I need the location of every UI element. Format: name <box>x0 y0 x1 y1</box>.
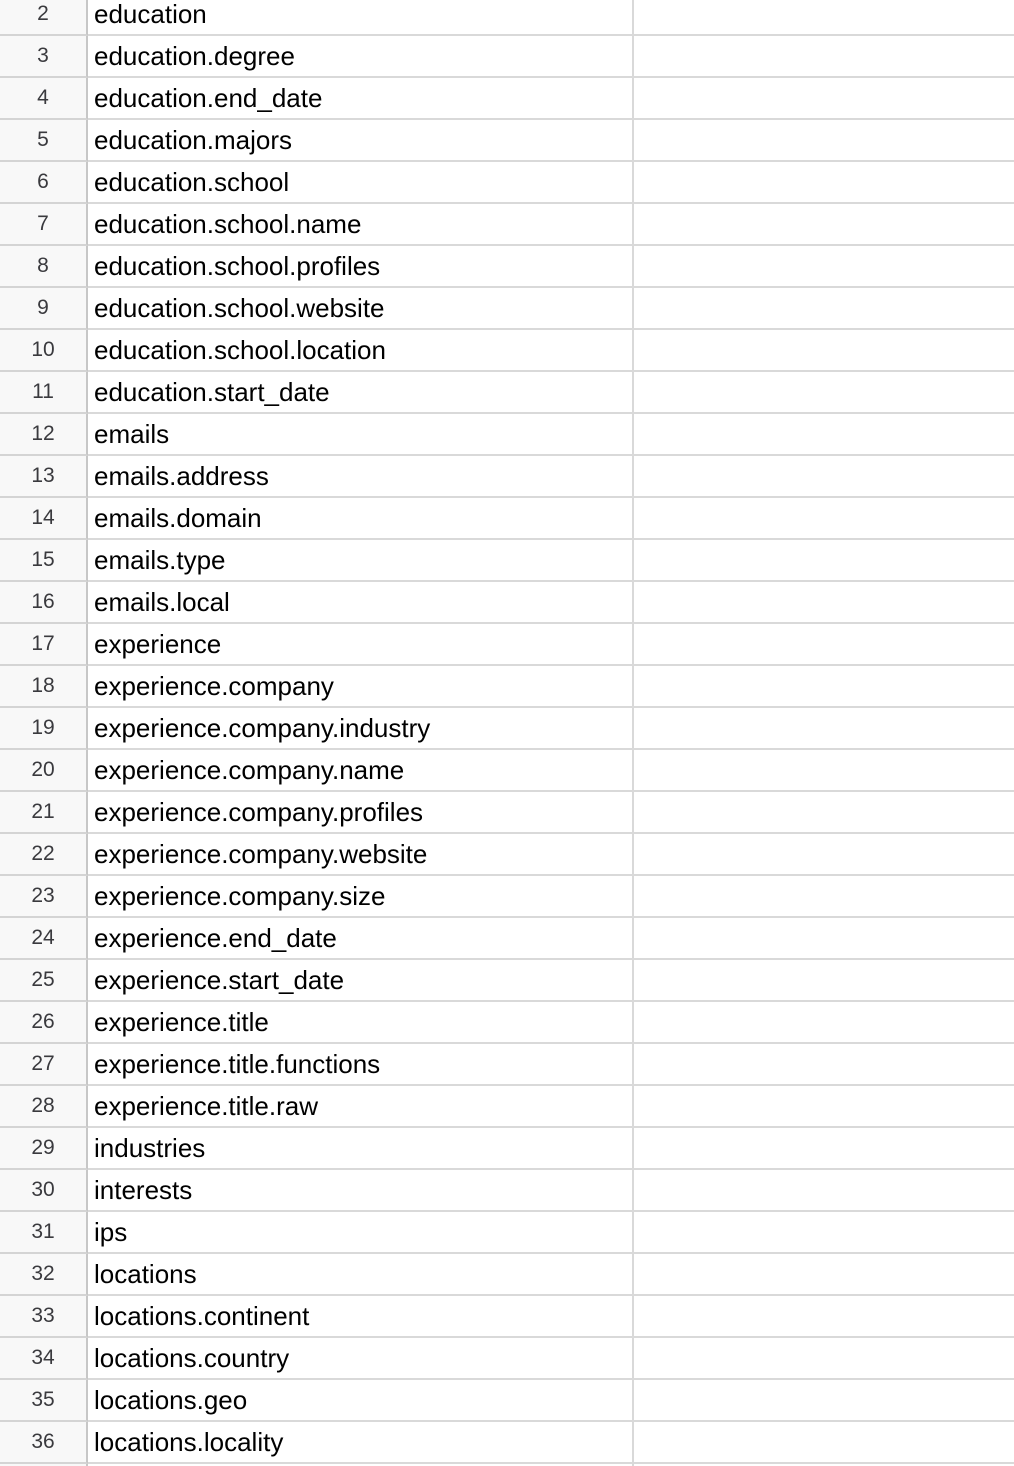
table-row <box>0 0 1014 36</box>
field-name-cell[interactable]: education.start_date <box>88 372 634 414</box>
row-number-cell[interactable]: 25 <box>0 960 88 1002</box>
table-row <box>0 708 1014 750</box>
empty-cell[interactable] <box>634 1002 1014 1044</box>
row-number-cell[interactable]: 15 <box>0 540 88 582</box>
table-row <box>0 918 1014 960</box>
table-row <box>0 666 1014 708</box>
row-number-cell[interactable]: 4 <box>0 78 88 120</box>
row-number-cell[interactable]: 36 <box>0 1422 88 1464</box>
field-name-cell[interactable]: interests <box>88 1170 634 1212</box>
row-number-cell[interactable]: 26 <box>0 1002 88 1044</box>
table-row <box>0 792 1014 834</box>
empty-cell[interactable] <box>634 498 1014 540</box>
field-name-cell[interactable]: education.school.name <box>88 204 634 246</box>
row-number-cell[interactable]: 35 <box>0 1380 88 1422</box>
table-row <box>0 1086 1014 1128</box>
field-name-cell[interactable]: education.majors <box>88 120 634 162</box>
row-number-cell[interactable]: 2 <box>0 0 88 36</box>
field-name-cell[interactable]: ips <box>88 1212 634 1254</box>
field-name-cell[interactable]: locations.geo <box>88 1380 634 1422</box>
row-number-cell[interactable]: 31 <box>0 1212 88 1254</box>
empty-cell[interactable] <box>634 540 1014 582</box>
row-number-cell[interactable]: 12 <box>0 414 88 456</box>
row-number-cell[interactable]: 22 <box>0 834 88 876</box>
row-number-cell[interactable]: 24 <box>0 918 88 960</box>
row-number-cell[interactable]: 18 <box>0 666 88 708</box>
table-row <box>0 1338 1014 1380</box>
field-name-cell[interactable]: experience.company.profiles <box>88 792 634 834</box>
empty-cell[interactable] <box>634 1380 1014 1422</box>
row-number-cell[interactable]: 29 <box>0 1128 88 1170</box>
field-name-cell[interactable]: experience.company.size <box>88 876 634 918</box>
empty-cell[interactable] <box>634 876 1014 918</box>
field-name-cell[interactable]: experience.company <box>88 666 634 708</box>
field-name-cell[interactable]: experience.title.functions <box>88 1044 634 1086</box>
empty-cell[interactable] <box>634 246 1014 288</box>
row-number-cell[interactable]: 19 <box>0 708 88 750</box>
field-name-cell[interactable]: education.end_date <box>88 78 634 120</box>
field-name-cell[interactable]: education.degree <box>88 36 634 78</box>
field-name-cell[interactable]: experience <box>88 624 634 666</box>
empty-cell[interactable] <box>634 792 1014 834</box>
empty-cell[interactable] <box>634 204 1014 246</box>
row-number-cell[interactable]: 16 <box>0 582 88 624</box>
table-row <box>0 330 1014 372</box>
field-name-cell[interactable]: education.school.website <box>88 288 634 330</box>
table-row <box>0 876 1014 918</box>
field-name-cell[interactable]: industries <box>88 1128 634 1170</box>
field-name-cell[interactable]: experience.company.name <box>88 750 634 792</box>
table-row <box>0 834 1014 876</box>
empty-cell[interactable] <box>634 624 1014 666</box>
row-number-cell[interactable]: 6 <box>0 162 88 204</box>
row-number-cell[interactable]: 17 <box>0 624 88 666</box>
field-name-cell[interactable]: education.school.location <box>88 330 634 372</box>
row-number-cell[interactable]: 30 <box>0 1170 88 1212</box>
row-number-cell[interactable]: 7 <box>0 204 88 246</box>
row-number-cell[interactable]: 10 <box>0 330 88 372</box>
table-row <box>0 372 1014 414</box>
table-row <box>0 204 1014 246</box>
field-name-cell[interactable]: experience.title.raw <box>88 1086 634 1128</box>
row-number-cell[interactable]: 20 <box>0 750 88 792</box>
row-number-cell[interactable]: 27 <box>0 1044 88 1086</box>
table-row <box>0 414 1014 456</box>
empty-cell[interactable] <box>634 372 1014 414</box>
table-row <box>0 1002 1014 1044</box>
empty-cell[interactable] <box>634 456 1014 498</box>
field-name-cell[interactable]: emails <box>88 414 634 456</box>
empty-cell[interactable] <box>634 36 1014 78</box>
field-name-cell[interactable]: experience.company.industry <box>88 708 634 750</box>
row-number-cell[interactable]: 28 <box>0 1086 88 1128</box>
table-row <box>0 1380 1014 1422</box>
empty-cell[interactable] <box>634 0 1014 36</box>
field-name-cell[interactable]: experience.end_date <box>88 918 634 960</box>
table-row <box>0 162 1014 204</box>
empty-cell[interactable] <box>634 750 1014 792</box>
field-name-cell[interactable]: experience.company.website <box>88 834 634 876</box>
field-name-cell[interactable]: education.school.profiles <box>88 246 634 288</box>
empty-cell[interactable] <box>634 582 1014 624</box>
empty-cell[interactable] <box>634 78 1014 120</box>
field-name-cell[interactable]: locations.locality <box>88 1422 634 1464</box>
field-name-cell[interactable]: emails.type <box>88 540 634 582</box>
empty-cell[interactable] <box>634 834 1014 876</box>
field-name-cell[interactable]: emails.local <box>88 582 634 624</box>
empty-cell[interactable] <box>634 1212 1014 1254</box>
field-name-cell[interactable]: locations.country <box>88 1338 634 1380</box>
field-name-cell[interactable]: experience.start_date <box>88 960 634 1002</box>
field-name-cell[interactable]: education.school <box>88 162 634 204</box>
table-row <box>0 624 1014 666</box>
field-name-cell[interactable]: locations.continent <box>88 1296 634 1338</box>
row-number-cell[interactable]: 32 <box>0 1254 88 1296</box>
empty-cell[interactable] <box>634 1338 1014 1380</box>
field-name-cell[interactable]: emails.address <box>88 456 634 498</box>
empty-cell[interactable] <box>634 708 1014 750</box>
field-name-cell[interactable]: experience.title <box>88 1002 634 1044</box>
field-name-cell[interactable]: locations <box>88 1254 634 1296</box>
empty-cell[interactable] <box>634 666 1014 708</box>
table-row <box>0 1128 1014 1170</box>
table-row <box>0 78 1014 120</box>
row-number-cell[interactable]: 21 <box>0 792 88 834</box>
table-row <box>0 36 1014 78</box>
table-row <box>0 540 1014 582</box>
table-row <box>0 1422 1014 1464</box>
table-row <box>0 120 1014 162</box>
empty-cell[interactable] <box>634 1254 1014 1296</box>
empty-cell[interactable] <box>634 120 1014 162</box>
empty-cell[interactable] <box>634 162 1014 204</box>
field-name-cell[interactable]: education <box>88 0 634 36</box>
field-name-cell[interactable]: emails.domain <box>88 498 634 540</box>
empty-cell[interactable] <box>634 330 1014 372</box>
table-row <box>0 1212 1014 1254</box>
table-row <box>0 246 1014 288</box>
row-number-cell[interactable]: 23 <box>0 876 88 918</box>
row-number-cell[interactable]: 9 <box>0 288 88 330</box>
empty-cell[interactable] <box>634 1128 1014 1170</box>
table-row <box>0 1044 1014 1086</box>
table-row <box>0 750 1014 792</box>
empty-cell[interactable] <box>634 1296 1014 1338</box>
empty-cell[interactable] <box>634 414 1014 456</box>
table-row <box>0 1254 1014 1296</box>
table-row <box>0 1170 1014 1212</box>
row-number-cell[interactable]: 8 <box>0 246 88 288</box>
table-row <box>0 582 1014 624</box>
empty-cell[interactable] <box>634 288 1014 330</box>
empty-cell[interactable] <box>634 1170 1014 1212</box>
table-row <box>0 456 1014 498</box>
empty-cell[interactable] <box>634 918 1014 960</box>
empty-cell[interactable] <box>634 1086 1014 1128</box>
row-number-cell[interactable]: 14 <box>0 498 88 540</box>
row-number-cell[interactable]: 5 <box>0 120 88 162</box>
table-row <box>0 498 1014 540</box>
table-row <box>0 288 1014 330</box>
empty-cell[interactable] <box>634 1044 1014 1086</box>
table-row <box>0 960 1014 1002</box>
empty-cell[interactable] <box>634 1422 1014 1464</box>
row-number-cell[interactable]: 11 <box>0 372 88 414</box>
table-row <box>0 1296 1014 1338</box>
row-number-cell[interactable]: 13 <box>0 456 88 498</box>
row-number-cell[interactable]: 34 <box>0 1338 88 1380</box>
row-number-cell[interactable]: 33 <box>0 1296 88 1338</box>
empty-cell[interactable] <box>634 960 1014 1002</box>
row-number-cell[interactable]: 3 <box>0 36 88 78</box>
